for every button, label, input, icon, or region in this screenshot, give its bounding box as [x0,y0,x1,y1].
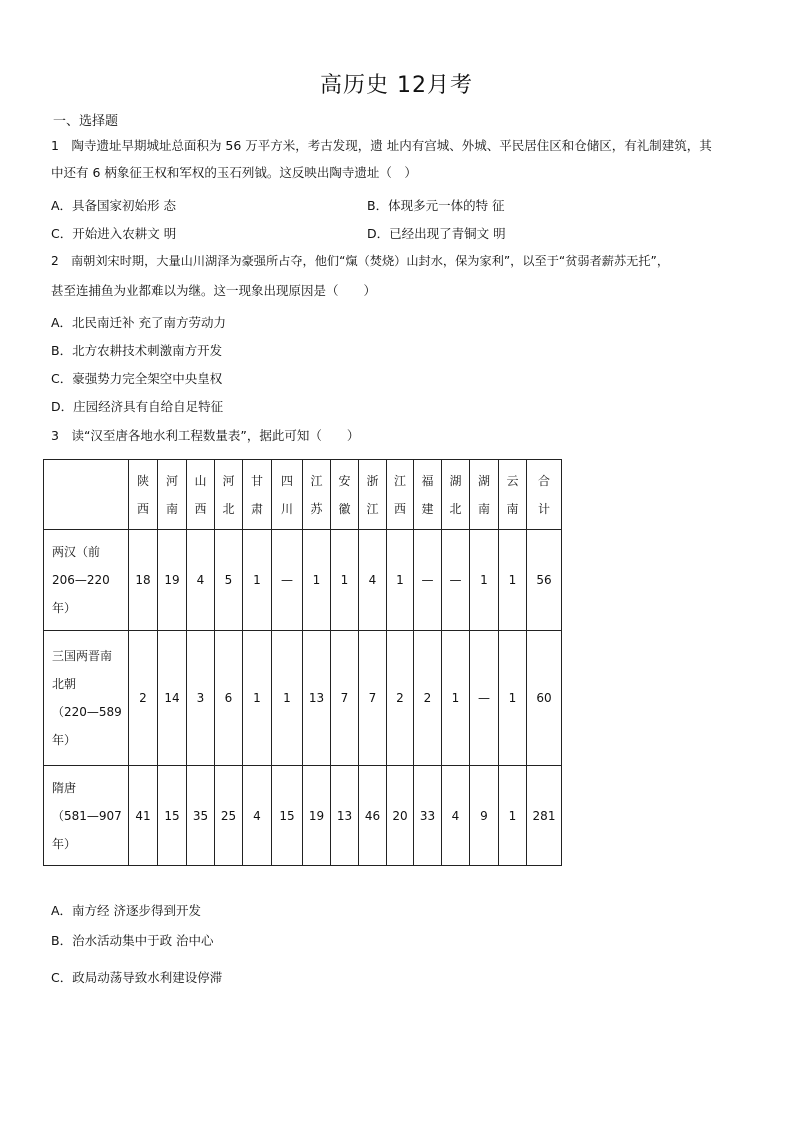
table-cell: 7 [359,631,387,766]
table-header-cell: 河南 [165,473,178,516]
table-cell: 1 [470,530,499,631]
table-cell: 1 [387,530,414,631]
table-cell: 1 [442,631,470,766]
table-header-cell: 陕西 [136,473,149,516]
page-title: 高历史 12月考 [320,73,473,98]
table-cell: 15 [272,766,303,866]
table-cell: 281 [527,766,562,866]
q2-option-d: D．庄园经济具有自给自足特征 [51,399,224,414]
table-header-cell: 安徽 [338,473,351,516]
table-cell: 35 [187,766,215,866]
table-cell: 6 [215,631,243,766]
table-cell: 2 [129,631,158,766]
q1-stem-line1: 1 陶寺遗址早期城址总面积为 56 万平方米，考古发现，遗 址内有宫城、外城、平民居住区和仓储区，有礼制建筑，其 [51,138,712,153]
table-header-cell: 云南 [506,473,519,516]
table-header-cell: 浙江 [366,473,379,516]
table-cell: 1 [243,631,272,766]
table-header-cell: 四川 [280,473,293,516]
q2-stem-line2: 甚至连捕鱼为业都难以为继。这一现象出现原因是（ ） [51,283,377,298]
table-cell: 13 [331,766,359,866]
table-cell: 41 [129,766,158,866]
table-cell: 1 [499,766,527,866]
q2-stem-line1: 2 南朝刘宋时期，大量山川湖泽为豪强所占夺，他们“熂（焚烧）山封水，保为家利”，以至于“贫弱者薪苏无托”， [51,254,670,268]
table-header-cell: 江苏 [310,473,323,516]
q1-option-c: C．开始进入农耕文 明 [51,226,177,241]
table-row [44,530,562,631]
table-header-cell: 甘肃 [250,473,263,516]
q1-option-d: D．已经出现了青铜文 明 [367,226,506,241]
table-cell: 1 [243,530,272,631]
q2-option-b: B．北方农耕技术刺激南方开发 [51,343,223,358]
table-header-cell: 山西 [194,473,207,516]
table-cell: 2 [414,631,442,766]
table-header-cell: 福建 [421,473,434,516]
table-cell: 9 [470,766,499,866]
table-cell: 4 [359,530,387,631]
q2-option-a: A．北民南迁补 充了南方劳动力 [51,315,227,330]
table-cell: 1 [331,530,359,631]
table-cell: 4 [187,530,215,631]
table-cell: 18 [129,530,158,631]
q1-option-b: B．体现多元一体的特 征 [367,198,505,213]
table-header-row [44,460,562,530]
table-cell: 2 [387,631,414,766]
table-cell: 19 [158,530,187,631]
table-cell: 3 [187,631,215,766]
table-cell: 1 [303,530,331,631]
table-row [44,766,562,866]
table-cell: — [470,631,499,766]
table-cell: 60 [527,631,562,766]
table-cell: — [272,530,303,631]
q3-option-c: C．政局动荡导致水利建设停滞 [51,970,223,985]
table-corner-cell [44,460,129,530]
table-cell: 1 [499,530,527,631]
table-cell: 20 [387,766,414,866]
table-cell: 25 [215,766,243,866]
table-cell: 5 [215,530,243,631]
table-cell: 4 [442,766,470,866]
q3-option-a: A．南方经 济逐步得到开发 [51,903,202,918]
q2-option-c: C．豪强势力完全架空中央皇权 [51,371,223,386]
table-cell: — [414,530,442,631]
table-header-cell: 合计 [537,473,550,516]
table-cell: 33 [414,766,442,866]
row-label-han: 两汉（前 206—220 年） [44,530,129,631]
q3-stem: 3 读“汉至唐各地水利工程数量表”，据此可知（ ） [51,428,360,443]
table-cell: 46 [359,766,387,866]
section-heading: 一、选择题 [53,114,119,129]
water-project-table [43,459,562,866]
table-cell: 56 [527,530,562,631]
q1-option-a: A．具备国家初始形 态 [51,198,177,213]
table-cell: — [442,530,470,631]
row-label-sui-tang: 隋唐 （581—907 年） [44,766,129,866]
q1-stem-line2: 中还有 6 柄象征王权和军权的玉石列钺。这反映出陶寺遗址（ ） [51,165,417,180]
table-header-cell: 江西 [393,473,406,516]
table-cell: 14 [158,631,187,766]
table-cell: 7 [331,631,359,766]
table-cell: 1 [499,631,527,766]
row-label-wei-jin: 三国两晋南 北朝 （220—589 年） [44,631,129,766]
table-cell: 4 [243,766,272,866]
table-header-cell: 湖南 [477,473,490,516]
table-header-cell: 湖北 [449,473,462,516]
table-row [44,631,562,766]
q3-option-b: B．治水活动集中于政 治中心 [51,933,214,948]
table-cell: 15 [158,766,187,866]
table-cell: 1 [272,631,303,766]
table-cell: 13 [303,631,331,766]
table-cell: 19 [303,766,331,866]
table-header-cell: 河北 [222,473,235,516]
